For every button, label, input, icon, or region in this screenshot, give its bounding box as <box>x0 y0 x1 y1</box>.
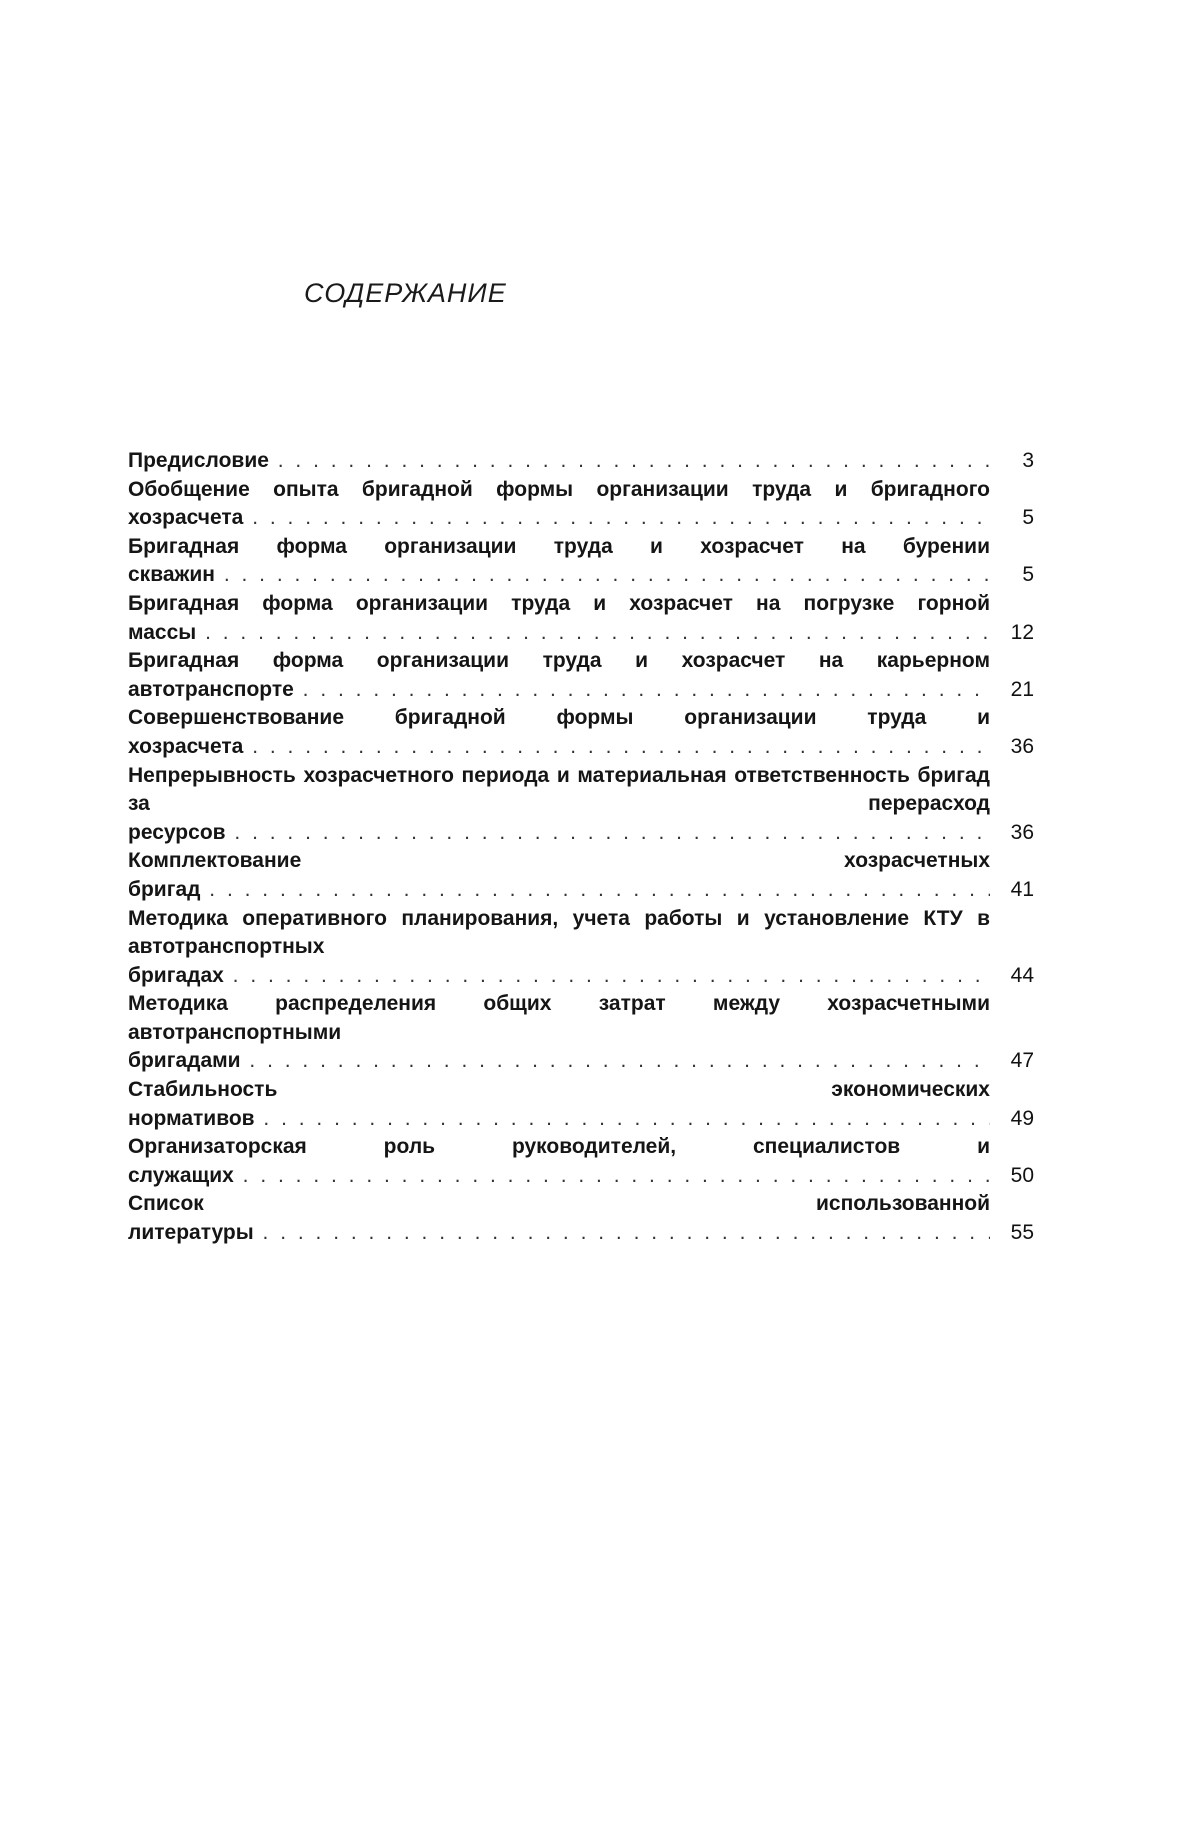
toc-entry <box>128 533 1034 590</box>
toc-entry-text: Предисловие . . . <box>128 447 990 476</box>
toc-entry-text: Непрерывность хозрасчетного периода и материальная ответственность бригад за перерасход ресурсов . . . <box>128 762 990 848</box>
toc-entry-page: 5 <box>1022 506 1034 530</box>
toc-entry-page: 21 <box>1010 677 1034 701</box>
toc-entry-page: 47 <box>1010 1049 1034 1073</box>
toc-entry <box>128 704 1034 761</box>
toc-entry <box>128 647 1034 704</box>
toc-entry <box>128 1133 1034 1190</box>
toc-entry-page: 50 <box>1010 1163 1034 1187</box>
toc-entry <box>128 847 1034 904</box>
toc-entry <box>128 1190 1034 1247</box>
toc-entry-text: Обобщение опыта бригадной формы организации труда и бригадного хозрасчета . . . <box>128 476 990 533</box>
toc-entry-page: 5 <box>1022 563 1034 587</box>
toc-entry <box>128 990 1034 1076</box>
toc-entry-page: 12 <box>1010 620 1034 644</box>
toc-entry-text: Бригадная форма организации труда и хозрасчет на погрузке горной массы . . . <box>128 590 990 647</box>
toc-entry-page: 41 <box>1010 877 1034 901</box>
toc-entry <box>128 590 1034 647</box>
toc-entry-text: Методика оперативного планирования, учета работы и установление КТУ в автотранспортных бригадах . . . <box>128 905 990 991</box>
toc-entry <box>128 476 1034 533</box>
toc-entry-page: 49 <box>1010 1106 1034 1130</box>
page-title: СОДЕРЖАНИЕ <box>304 278 507 308</box>
toc-entry <box>128 447 1034 476</box>
toc-entry-page: 36 <box>1010 820 1034 844</box>
toc-entry-text: Список использованной литературы . . . <box>128 1190 990 1247</box>
toc-entry-page: 36 <box>1010 734 1034 758</box>
toc-entry-text: Бригадная форма организации труда и хозрасчет на карьерном автотранспорте . . . <box>128 647 990 704</box>
toc-entry-text: Стабильность экономических нормативов . . . <box>128 1076 990 1133</box>
toc-entry-page: 3 <box>1022 449 1034 472</box>
toc-entry-text: Совершенствование бригадной формы организации труда и хозрасчета . . . <box>128 704 990 761</box>
toc-entry-text: Комплектование хозрасчетных бригад . . . <box>128 847 990 904</box>
toc-entry-page: 55 <box>1010 1221 1034 1245</box>
toc-entry-text: Методика распределения общих затрат между хозрасчетными автотранспортными бригадами . . . <box>128 990 990 1076</box>
toc-entry-text: Бригадная форма организации труда и хозрасчет на бурении скважин . . . <box>128 533 990 590</box>
toc-entry <box>128 905 1034 991</box>
toc-entry-text: Организаторская роль руководителей, специалистов и служащих . . . <box>128 1133 990 1190</box>
toc-entry <box>128 762 1034 848</box>
table-of-contents <box>128 447 1034 1248</box>
toc-entry-page: 44 <box>1010 963 1034 987</box>
toc-entry <box>128 1076 1034 1133</box>
